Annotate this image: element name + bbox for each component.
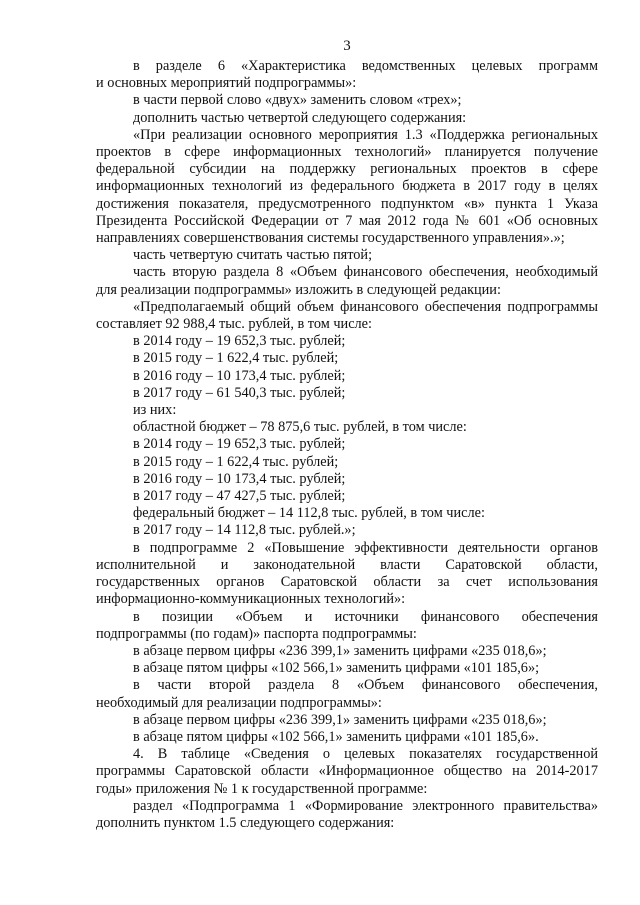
document-line: федеральной субсидии на поддержку региональных проектов в сфере [96, 161, 598, 178]
document-line: в разделе 6 «Характеристика ведомственных целевых программ [133, 58, 598, 74]
document-line: в 2014 году – 19 652,3 тыс. рублей; [133, 436, 346, 453]
document-line: в абзаце первом цифры «236 399,1» заменить цифрами «235 018,6»; [133, 642, 547, 659]
document-line: в 2017 году – 61 540,3 тыс. рублей; [133, 384, 346, 401]
document-line: раздел «Подпрограмма 1 «Формирование электронного правительства» [133, 797, 598, 814]
document-line: часть четвертую считать частью пятой; [133, 247, 373, 264]
document-line: «При реализации основного мероприятия 1.3 «Поддержка региональных [133, 126, 598, 143]
document-line: «Предполагаемый общий объем финансового обеспечения подпрограммы [133, 298, 598, 315]
document-line: в 2016 году – 10 173,4 тыс. рублей; [133, 367, 346, 384]
document-line: дополнить частью четвертой следующего содержания: [133, 109, 467, 126]
document-line: и основных мероприятий подпрограммы»: [96, 75, 357, 92]
document-line: для реализации подпрограммы» изложить в следующей редакции: [96, 281, 501, 298]
document-line: в абзаце пятом цифры «102 566,1» заменить цифрами «101 185,6». [133, 728, 539, 745]
document-line: в 2014 году – 19 652,3 тыс. рублей; [133, 333, 346, 350]
page-number: 3 [343, 38, 351, 54]
document-line: подпрограммы (по годам)» паспорта подпрограммы: [96, 625, 417, 642]
document-line: дополнить пунктом 1.5 следующего содержания: [96, 814, 395, 831]
document-line: в позиции «Объем и источники финансового обеспечения [133, 608, 598, 625]
document-line: в подпрограмме 2 «Повышение эффективности деятельности органов [133, 539, 598, 556]
document-line: в части первой слово «двух» заменить словом «трех»; [133, 92, 462, 109]
document-line: в абзаце пятом цифры «102 566,1» заменить цифрами «101 185,6»; [133, 660, 540, 677]
document-body [96, 58, 598, 832]
document-line: направлениях совершенствования системы государственного управления».»; [96, 230, 565, 247]
document-line: проектов в сфере информационных технологий» планируется получение [96, 144, 598, 161]
document-line: в 2017 году – 14 112,8 тыс. рублей.»; [133, 522, 356, 539]
document-line: областной бюджет – 78 875,6 тыс. рублей, в том числе: [133, 419, 467, 436]
document-line: 4. В таблице «Сведения о целевых показателях государственной [133, 746, 598, 763]
document-line: программы Саратовской области «Информационное общество на 2014-2017 [96, 763, 598, 780]
document-line: часть вторую раздела 8 «Объем финансового обеспечения, необходимый [133, 264, 598, 281]
document-page [96, 0, 598, 905]
document-line: необходимый для реализации подпрограммы»: [96, 694, 382, 711]
document-line: государственных органов Саратовской области за счет использования [96, 574, 598, 591]
document-line: в абзаце первом цифры «236 399,1» заменить цифрами «235 018,6»; [133, 711, 547, 728]
document-line: исполнительной и законодательной власти Саратовской области, [96, 556, 598, 573]
document-line: в 2015 году – 1 622,4 тыс. рублей; [133, 350, 339, 367]
document-line: в 2016 году – 10 173,4 тыс. рублей; [133, 470, 346, 487]
document-line: в 2015 году – 1 622,4 тыс. рублей; [133, 453, 339, 470]
document-line: федеральный бюджет – 14 112,8 тыс. рублей, в том числе: [133, 505, 485, 522]
document-line: годы» приложения № 1 к государственной программе: [96, 780, 428, 797]
document-line: информационных технологий из федерального бюджета в 2017 году в целях [96, 178, 598, 195]
document-line: достижения показателя, предусмотренного подпунктом «в» пункта 1 Указа [96, 195, 598, 212]
document-line: в 2017 году – 47 427,5 тыс. рублей; [133, 488, 346, 505]
document-line: составляет 92 988,4 тыс. рублей, в том числе: [96, 316, 373, 333]
document-line: информационно-коммуникационных технологий»: [96, 591, 406, 608]
document-line: из них: [133, 402, 177, 419]
document-line: в части второй раздела 8 «Объем финансового обеспечения, [133, 677, 598, 694]
document-line: Президента Российской Федерации от 7 мая 2012 года № 601 «Об основных [96, 212, 598, 229]
